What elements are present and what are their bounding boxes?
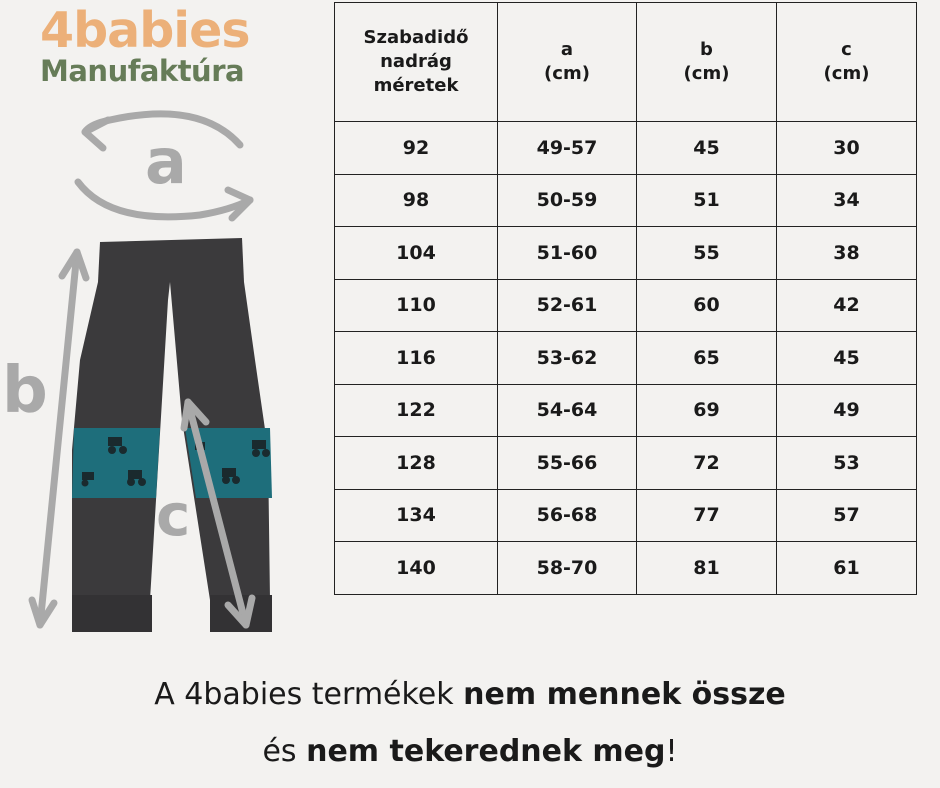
cell-size: 116 (335, 332, 498, 385)
cell-c: 45 (777, 332, 917, 385)
table-row (335, 332, 917, 385)
size-chart-table (334, 2, 917, 595)
cell-c: 42 (777, 279, 917, 332)
table-row (335, 279, 917, 332)
table-row (335, 227, 917, 280)
cell-b: 60 (637, 279, 777, 332)
cell-c: 49 (777, 384, 917, 437)
cell-size: 128 (335, 437, 498, 490)
footer-line-1-text: A 4babies termékek (154, 677, 464, 712)
cell-b: 55 (637, 227, 777, 280)
cell-b: 69 (637, 384, 777, 437)
cell-size: 122 (335, 384, 498, 437)
cell-c: 38 (777, 227, 917, 280)
cell-b: 65 (637, 332, 777, 385)
footer-line-2 (0, 734, 940, 769)
measurement-b-label: b (2, 354, 48, 428)
cell-b: 72 (637, 437, 777, 490)
measurement-c-label: c (156, 481, 191, 549)
cell-size: 134 (335, 489, 498, 542)
left-cuff (72, 595, 152, 632)
cell-size: 140 (335, 542, 498, 595)
cell-size: 92 (335, 122, 498, 175)
cell-size: 110 (335, 279, 498, 332)
table-row (335, 384, 917, 437)
cell-a: 49-57 (498, 122, 637, 175)
cell-b: 81 (637, 542, 777, 595)
brand-logo-bottom: Manufaktúra (40, 54, 245, 88)
footer-line-1-bold: nem mennek össze (463, 677, 786, 712)
cell-b: 51 (637, 174, 777, 227)
pants-measurement-figure (0, 95, 300, 640)
cell-c: 57 (777, 489, 917, 542)
table-row (335, 437, 917, 490)
header-size: Szabadidő nadrág méretek (335, 3, 498, 122)
footer-line-2-suffix: ! (665, 734, 678, 769)
table-row (335, 489, 917, 542)
cell-a: 50-59 (498, 174, 637, 227)
cell-a: 53-62 (498, 332, 637, 385)
cell-c: 34 (777, 174, 917, 227)
cell-c: 53 (777, 437, 917, 490)
measurement-a-label: a (145, 125, 187, 198)
cell-a: 56-68 (498, 489, 637, 542)
header-c: c (cm) (777, 3, 917, 122)
table-row (335, 174, 917, 227)
cell-a: 54-64 (498, 384, 637, 437)
table-row (335, 542, 917, 595)
brand-logo-top: 4babies (40, 2, 250, 59)
cell-a: 52-61 (498, 279, 637, 332)
cell-b: 45 (637, 122, 777, 175)
cell-b: 77 (637, 489, 777, 542)
pants-illustration (72, 238, 272, 632)
header-b: b (cm) (637, 3, 777, 122)
table-row (335, 122, 917, 175)
cell-a: 55-66 (498, 437, 637, 490)
waistband (98, 238, 244, 282)
cell-c: 30 (777, 122, 917, 175)
footer-line-2-text: és (262, 734, 307, 769)
cell-c: 61 (777, 542, 917, 595)
footer-line-2-bold: nem tekerednek meg (306, 734, 666, 769)
table-header-row (335, 3, 917, 122)
cell-a: 58-70 (498, 542, 637, 595)
header-a: a (cm) (498, 3, 637, 122)
cell-size: 104 (335, 227, 498, 280)
cell-a: 51-60 (498, 227, 637, 280)
cell-size: 98 (335, 174, 498, 227)
footer-line-1 (0, 677, 940, 712)
